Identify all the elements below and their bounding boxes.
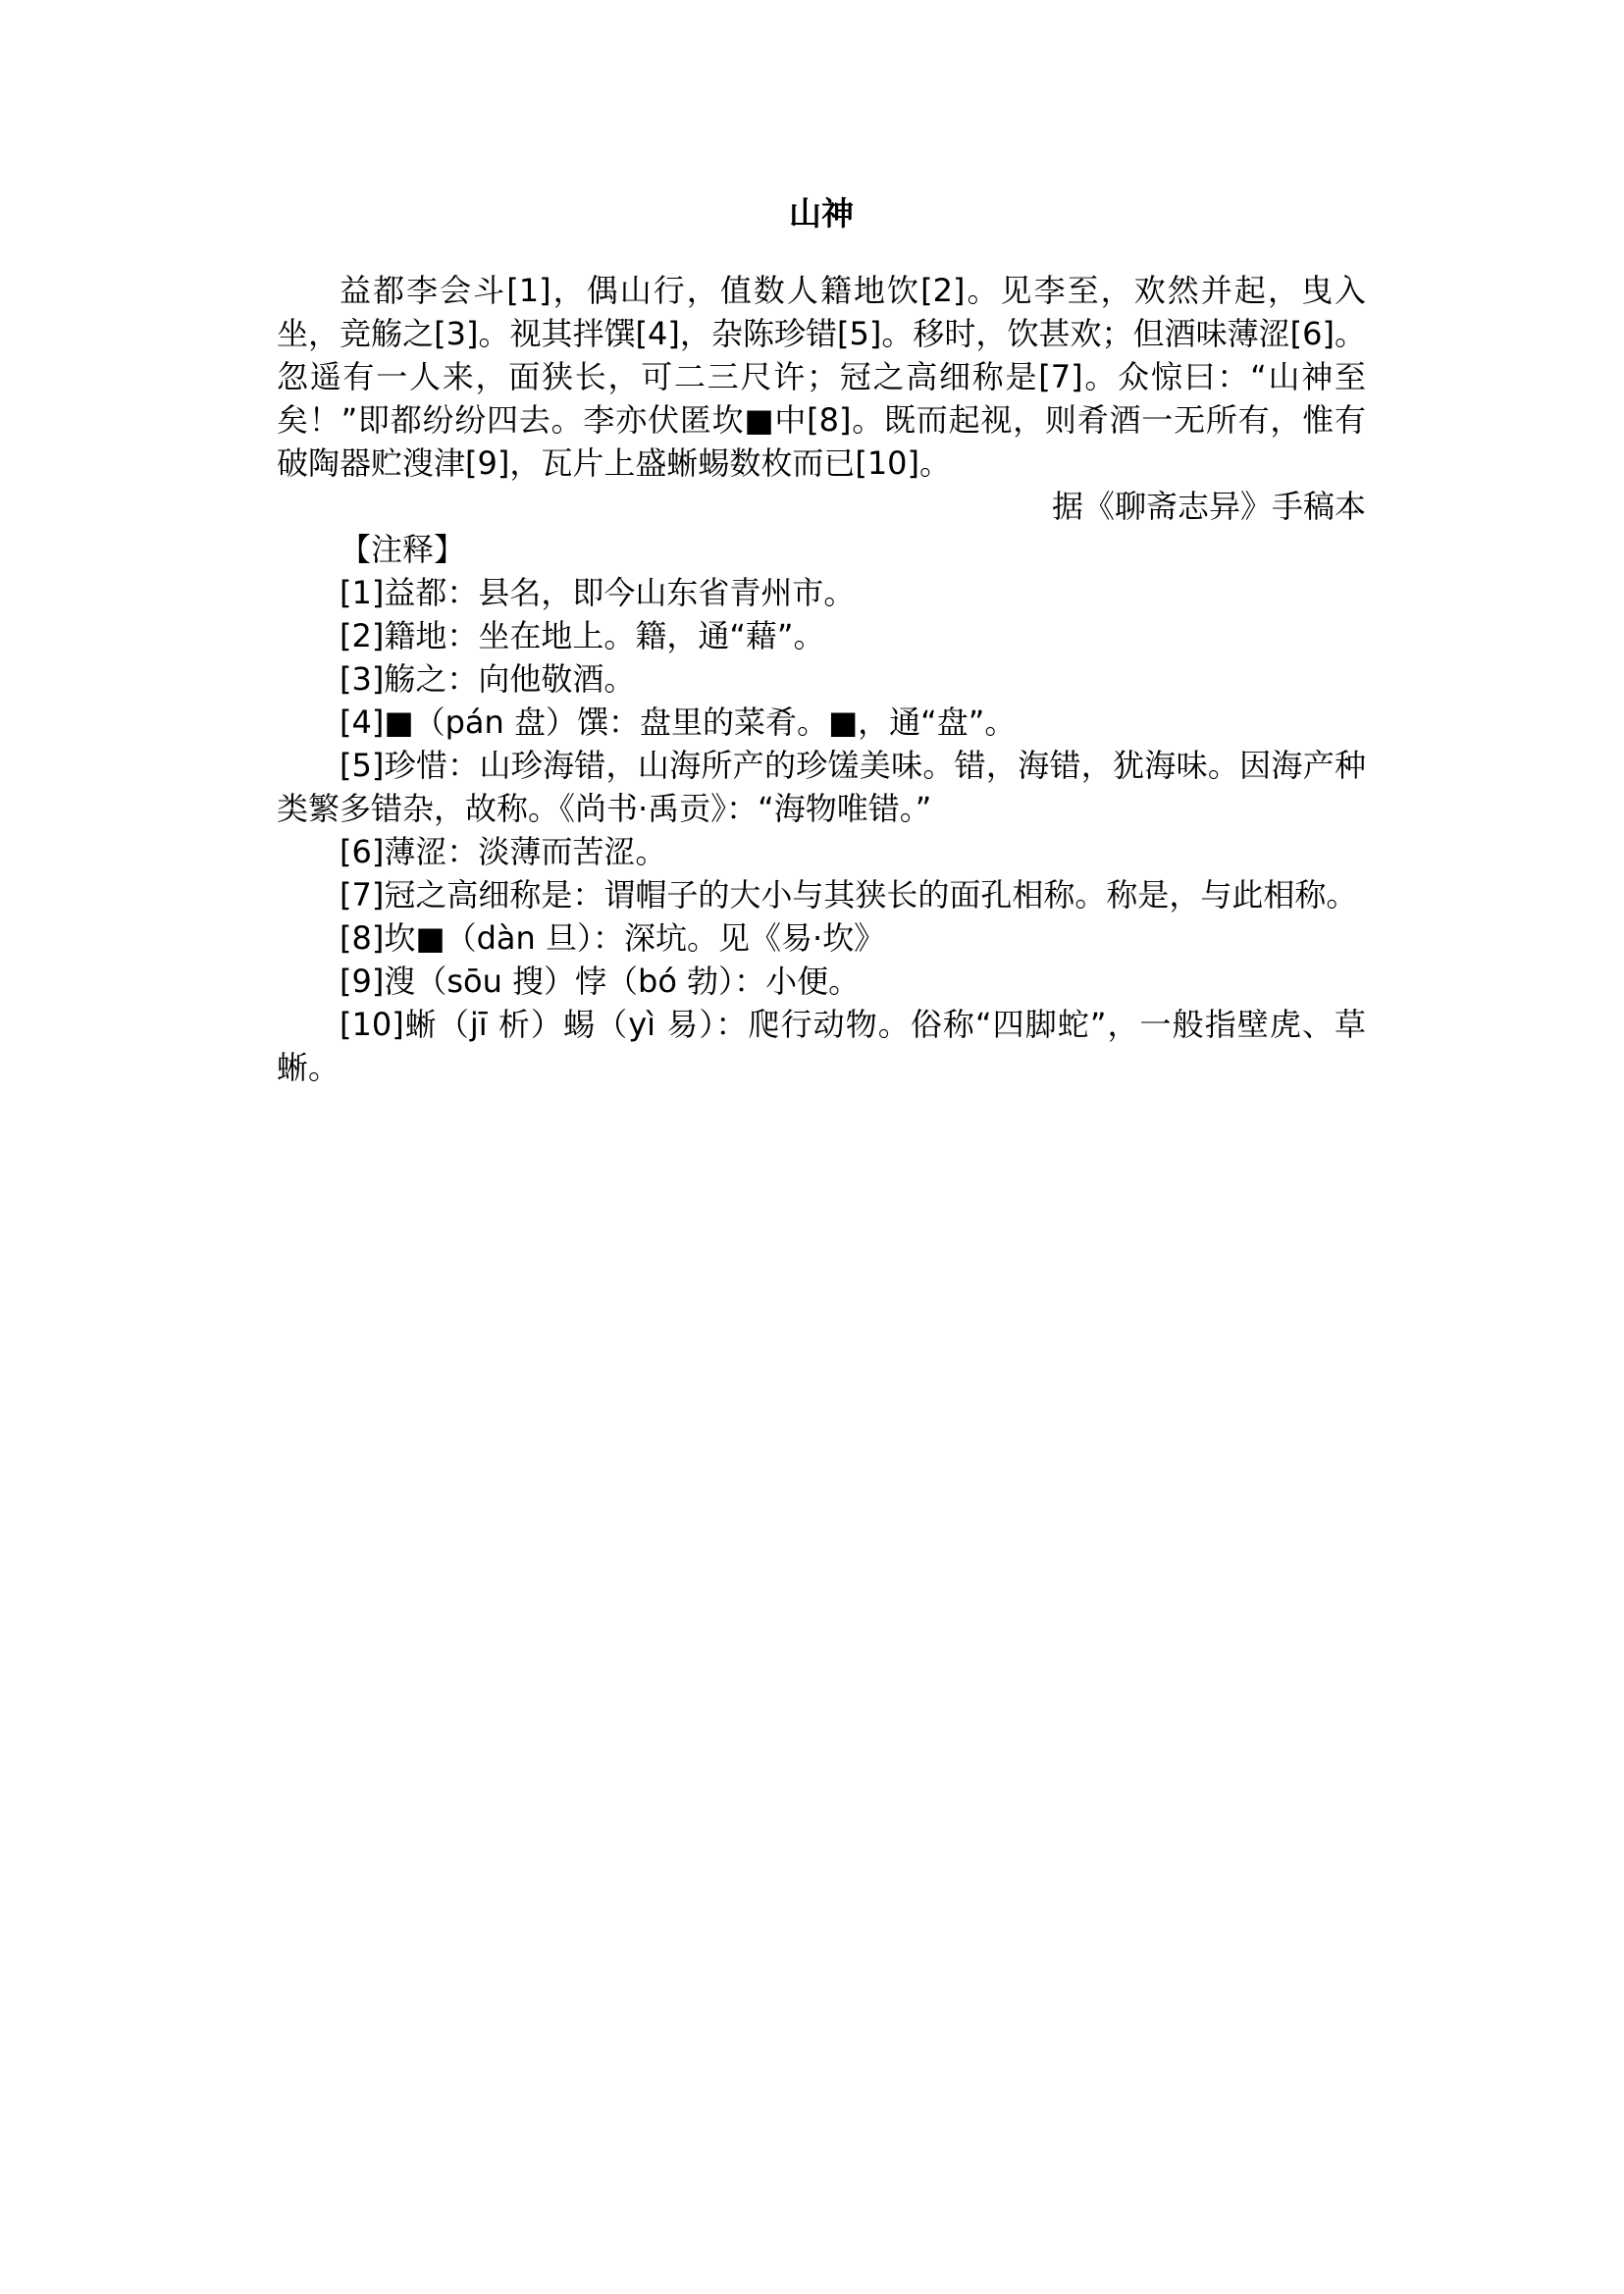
source-attribution: 据《聊斋志异》手稿本 — [1051, 488, 1366, 525]
notes-list — [277, 571, 1366, 1089]
note-item: [1]益都：县名，即今山东省青州市。 — [340, 574, 856, 611]
note-item: [4]■（pán 盘）馔：盘里的菜肴。■，通“盘”。 — [340, 704, 1017, 741]
note-item: [7]冠之高细称是：谓帽子的大小与其狭长的面孔相称。称是，与此相称。 — [340, 876, 1358, 913]
note-item: [9]溲（sōu 搜）悖（bó 勃）：小便。 — [340, 963, 861, 1000]
note-item: [5]珍惜：山珍海错，山海所产的珍馐美味。错，海错，犹海味。因海产种类繁多错杂，故称。《尚书·禹贡》：“海物唯错。” — [277, 747, 1366, 827]
document-title: 山神 — [789, 194, 854, 233]
note-item: [10]蜥（jī 析）蜴（yì 易）：爬行动物。俗称“四脚蛇”，一般指壁虎、草蜥。 — [277, 1006, 1366, 1086]
note-item: [6]薄涩：淡薄而苦涩。 — [340, 833, 667, 870]
note-item: [2]籍地：坐在地上。籍，通“藉”。 — [340, 617, 825, 654]
note-item: [8]坎■（dàn 旦）：深坑。见《易·坎》 — [340, 919, 886, 957]
notes-heading: 【注释】 — [340, 531, 466, 568]
document-page — [277, 192, 1366, 1089]
story-paragraph: 益都李会斗[1]，偶山行，值数人籍地饮[2]。见李至，欢然并起，曳入坐，竞觞之[3]。视其拌馔[4]，杂陈珍错[5]。移时，饮甚欢；但酒味薄涩[6]。忽遥有一人来，面狭长，可二三尺许；冠之高细称是[7]。众惊曰：“山神至矣！”即都纷纷四去。李亦伏匿坎■中[8]。既而起视，则肴酒一无所有，惟有破陶器贮溲津[9]，瓦片上盛蜥蜴数枚而已[10]。 — [277, 272, 1366, 482]
note-item: [3]觞之：向他敬酒。 — [340, 660, 636, 698]
